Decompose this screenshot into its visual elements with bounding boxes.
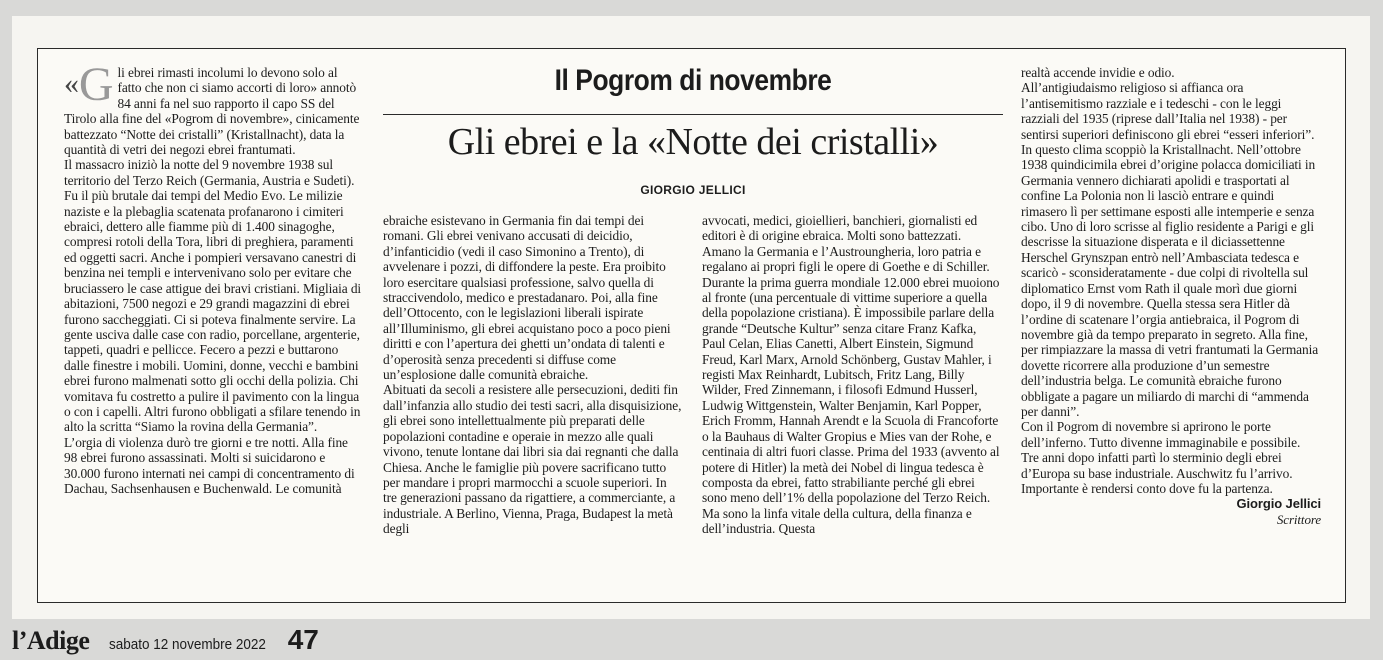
headline: Gli ebrei e la «Notte dei cristalli»: [447, 121, 939, 163]
paragraph: Con il Pogrom di novembre si aprirono le porte dell’inferno. Tutto divenne immaginabile e possibile. Tre anni dopo infatti partì lo sterminio degli ebrei d’Europa su base industriale. Auschwitz fu l’arrivo. Importante è rendersi conto dove fu la partenza.: [1021, 419, 1301, 496]
byline: GIORGIO JELLICI: [640, 183, 746, 197]
article-box: [37, 48, 1346, 603]
dropcap-quote: «: [64, 67, 79, 100]
article-column-4: [1021, 65, 1321, 527]
article-column-3: [702, 213, 1002, 537]
article-column-1: [64, 58, 364, 496]
paragraph: All’antigiudaismo religioso si affianca ora l’antisemitismo razziale e i tedeschi - con le leggi razziali del 1935 (riprese dall’Italia nel 1938) - per sentirsi superiori definiscono gli ebrei “esseri inferiori”. In questo clima scoppiò la Kristallnacht. Nell’ottobre 1938 quindicimila ebrei d’origine polacca domiciliati in Germania vennero dichiarati apolidi e trasportati al confine La Polonia non li lasciò entrare e quindi rimasero lì per settimane esposti alle intemperie e senza cibo. Uno di loro scrisse al figlio residente a Parigi e gli descrisse la situazione disperata e il diciassettenne Herschel Grynszpan entrò nell’Ambasciata tedesca e scaricò - sconsideratamente - due colpi di rivoltella sul diplomatico Ernst vom Rath il quale morì due giorni dopo, il 9 di novembre. Quella stessa sera Hitler dà l’ordine di scatenare l’orgia antiebraica, il Pogrom di novembre già da tempo preparato in segreto. Alla fine, per rimpiazzare la massa di vetri frantumati la Germania dovette ricorrere alla produzione d’un semestre dell’industria belga. Le comunità ebraiche furono obbligate a pagare un miliardo di marchi di “ammenda per danni”.: [1021, 80, 1319, 419]
paragraph: Il massacro iniziò la notte del 9 novembre 1938 sul territorio del Terzo Reich (Germania, Austria e Sudeti). Fu il più brutale dai tempi del Medio Evo. Le milizie naziste e la plebaglia scatenata profanarono i cimiteri ebraici, dettero alle fiamme più di 1.400 sinagoghe, compresi rotoli della Tora, libri di preghiera, paramenti ed oggetti sacri. Anche i pompieri versavano canestri di benzina nei templi e intervenivano solo per evitare che bruciassero le case attigue dei bravi cristiani. Migliaia di abitazioni, 7500 negozi e 29 grandi magazzini di ebrei furono saccheggiati. Ci si poteva finalmente servire. La gente usciva dalle case con radio, porcellane, argenterie, tappeti, quadri e pellicce. Fecero a pezzi e buttarono dalle finestre i mobili. Uomini, donne, vecchi e bambini ebrei furono malmenati sotto gli occhi della polizia. Chi vomitava fu costretto a pulire il pavimento con la lingua o con i capelli. Altri furono obbligati a sfilare tenendo in alto la scritta “Siamo la rovina della Germania”.: [64, 157, 362, 435]
signature-name: Giorgio Jellici: [1236, 496, 1321, 512]
newspaper-page: [12, 16, 1370, 619]
paragraph: realtà accende invidie e odio.: [1021, 65, 1175, 80]
paragraph: Abituati da secoli a resistere alle persecuzioni, dediti fin dall’infanzia allo studio dei testi sacri, alla disquisizione, gli ebrei sono intellettualmente più preparati delle popolazioni contadine e operaie in mezzo alle quali vivono, tenute lontane dai libri sia dai regnanti che dalla Chiesa. Anche le famiglie più povere sacrificano tutto per mandare i propri marmocchi a scuole superiori. In tre generazioni passano da rigattiere, a commerciante, a industriale. A Berlino, Vienna, Praga, Budapest la metà degli: [383, 382, 682, 537]
paragraph: avvocati, medici, gioiellieri, banchieri, giornalisti ed editori è di origine ebraica. Molti sono battezzati. Amano la Germania e l’Austroungheria, loro patria e regalano ai propri figli le opere di Goethe e di Schiller. Durante la prima guerra mondiale 12.000 ebrei muoiono al fronte (una percentuale di vittime superiore a quella della popolazione cristiana). È impossibile parlare della grande “Deutsche Kultur” senza citare Franz Kafka, Paul Celan, Elias Canetti, Albert Einstein, Sigmund Freud, Karl Marx, Arnold Schönberg, Gustav Mahler, i registi Max Reinhardt, Lubitsch, Fritz Lang, Billy Wilder, Fred Zinnemann, i filosofi Edmund Husserl, Ludwig Wittgenstein, Walter Benjamin, Karl Popper, Erich Fromm, Hannah Arendt e la Scuola di Francoforte o la Bauhaus di Walter Gropius e Mies van der Rohe, e centinaia di altri fuori classe. Prima del 1933 (avvento al potere di Hitler) la metà dei Nobel di lingua tedesca è composta da ebrei, fatto strabiliante perché gli ebrei sono meno dell’1% della popolazione del Terzo Reich. Ma sono la linfa vitale della cultura, della finanza e dell’industria. Questa: [702, 213, 1000, 537]
dropcap-letter: G: [78, 58, 114, 111]
newspaper-logo: l’Adige: [12, 626, 90, 655]
paragraph: ebraiche esistevano in Germania fin dai tempi dei romani. Gli ebrei venivano accusati di deicidio, d’infanticidio (vedi il caso Simonino a Trento), di avvelenare i pozzi, di diffondere la peste. Era proibito loro esercitare qualsiasi professione, salvo quella di straccivendolo, medico e prestadanaro. Poi, alla fine dell’Ottocento, con le legislazioni liberali ispirate all’Illuminismo, gli ebrei acquistano poco a poco pieni diritti e con l’apertura dei ghetti un’ondata di talenti e d’operosità senza precedenti si diffuse come un’esplosione dalle comunità ebraiche.: [383, 213, 671, 383]
paragraph: L’orgia di violenza durò tre giorni e tre notti. Alla fine 98 ebrei furono assassinati. Molti si suicidarono e 30.000 furono internati nei campi di concentramento di Dachau, Sachsenhausen e Buchenwald. Le comunità: [64, 434, 355, 496]
issue-date: sabato 12 novembre 2022: [109, 636, 267, 653]
page-number: 47: [287, 624, 319, 655]
paragraph: « G li ebrei rimasti incolumi lo devono solo al fatto che non ci siamo accorti di loro» annotò 84 anni fa nel suo rapporto il capo SS del Tirolo alla fine del «Pogrom di novembre», cinicamente battezzato “Notte dei cristalli” (Kristallnacht), data la quantità di vetri dei negozi ebrei frantumati.: [64, 58, 360, 158]
kicker-title: Il Pogrom di novembre: [554, 64, 832, 97]
page-footer: [12, 624, 612, 660]
article-column-2: [383, 213, 683, 537]
signature-role: Scrittore: [1276, 511, 1321, 527]
title-divider: [383, 114, 1003, 115]
